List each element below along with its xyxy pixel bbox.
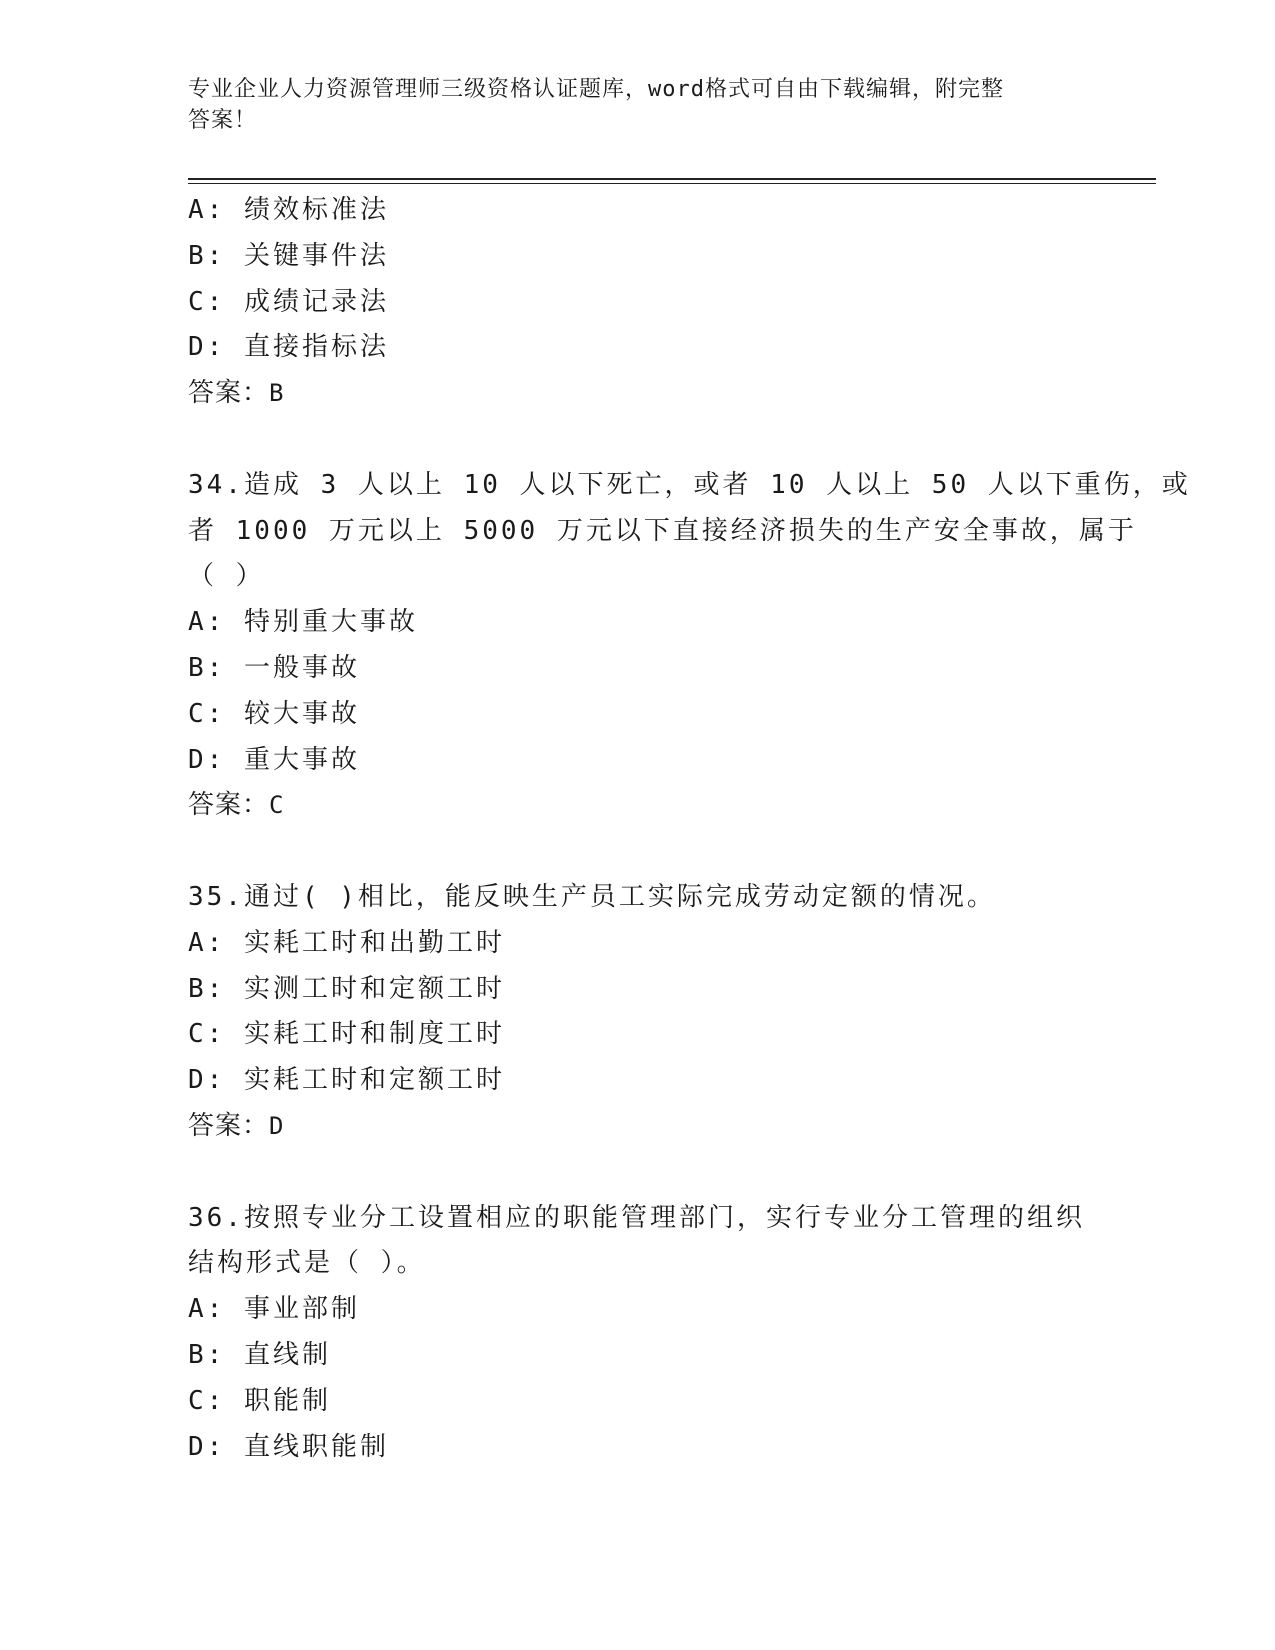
- option-d: D: 实耗工时和定额工时: [188, 1065, 505, 1096]
- question-text-line: 35.通过( )相比，能反映生产员工实际完成劳动定额的情况。: [188, 881, 996, 912]
- question-35: [188, 875, 1088, 1150]
- header-line-1: 专业企业人力资源管理师三级资格认证题库，word格式可自由下载编辑，附完整: [188, 77, 1004, 102]
- option-d: D: 直线职能制: [188, 1431, 389, 1462]
- option-a: A: 事业部制: [188, 1294, 360, 1325]
- option-a: A: 实耗工时和出勤工时: [188, 927, 505, 958]
- answer-value: C: [269, 791, 285, 820]
- answer-label: 答案：: [188, 1110, 270, 1141]
- question-text-line: 结构形式是（ ）。: [188, 1248, 426, 1279]
- answer-line: [188, 371, 1088, 417]
- answer-label: 答案：: [188, 378, 270, 409]
- question-33-continued: [188, 188, 1088, 417]
- header-rule-thin: [188, 183, 1156, 184]
- question-spacer: [188, 1150, 1088, 1196]
- option-a: A: 绩效标准法: [188, 195, 389, 225]
- question-34: [188, 463, 1191, 829]
- option-a: A: 特别重大事故: [188, 607, 418, 638]
- question-text-line: 36.按照专业分工设置相应的职能管理部门，实行专业分工管理的组织: [188, 1202, 1085, 1233]
- question-text-line: （ ）: [188, 561, 265, 592]
- question-36: [188, 1196, 1088, 1471]
- question-spacer: [188, 417, 1088, 463]
- option-d: D: 直接指标法: [188, 332, 389, 363]
- answer-line: [188, 1104, 1088, 1150]
- answer-label: 答案：: [188, 790, 270, 821]
- answer-value: D: [269, 1111, 285, 1140]
- question-list: [188, 188, 1191, 1470]
- header-rule-thick: [188, 178, 1156, 180]
- question-spacer: [188, 829, 1088, 875]
- question-text-line: 34.造成 3 人以上 10 人以下死亡，或者 10 人以上 50 人以下重伤，或: [188, 469, 1191, 500]
- option-c: C: 较大事故: [188, 698, 360, 729]
- option-b: B: 实测工时和定额工时: [188, 973, 505, 1004]
- option-b: B: 关键事件法: [188, 240, 389, 271]
- page-header: [188, 74, 1068, 136]
- answer-value: B: [269, 379, 285, 408]
- question-text-line: 者 1000 万元以上 5000 万元以下直接经济损失的生产安全事故，属于: [188, 515, 1137, 546]
- option-c: C: 职能制: [188, 1385, 331, 1416]
- header-line-2: 答案！: [188, 108, 258, 133]
- option-c: C: 实耗工时和制度工时: [188, 1019, 505, 1050]
- answer-line: [188, 783, 1088, 829]
- option-d: D: 重大事故: [188, 744, 360, 775]
- option-b: B: 一般事故: [188, 652, 360, 683]
- option-c: C: 成绩记录法: [188, 286, 389, 317]
- option-b: B: 直线制: [188, 1339, 331, 1370]
